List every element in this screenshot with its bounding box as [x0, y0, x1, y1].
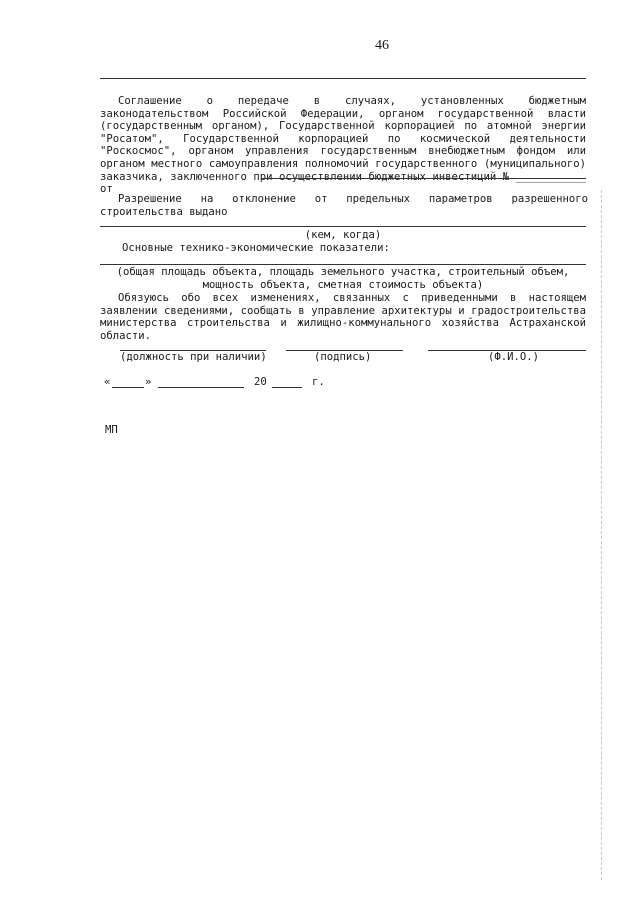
permission-caption: (кем, когда) — [304, 229, 382, 241]
permission-word-5: предельных — [346, 193, 411, 205]
agreement-date-line — [262, 178, 586, 179]
agreement-from-label: от — [100, 183, 113, 196]
permission-word-1: Разрешение — [118, 193, 182, 205]
top-rule — [100, 78, 586, 79]
agreement-text: Соглашение о передаче в случаях, установленных бюджетным законодательством Российской Федерации, органом государственной власти (государственным органом), Государственной корпорацией по атомной энергии "Росатом", Государственной корпорацией по космической деятельности "Роскосмос", органом управления государственным внебюджетным фондом или органом местного самоуправления полномочий государственного (муниципального) заказчика, заключенного при осуществлении бюджетных инвестиций № — [100, 95, 586, 183]
agreement-number-blank: ___________ — [515, 170, 586, 183]
position-label: (должность при наличии) — [120, 351, 267, 363]
permission-word-3: отклонение — [232, 193, 296, 205]
tech-line — [100, 264, 586, 265]
permission-line2: строительства выдано — [100, 206, 228, 218]
tech-title: Основные технико-экономические показатели: — [122, 242, 390, 254]
name-label: (Ф.И.О.) — [488, 351, 540, 363]
date-year-suffix: г. — [312, 376, 325, 388]
permission-line1 — [118, 193, 588, 205]
date-close-quote: » — [145, 376, 152, 388]
date-open-quote: « — [104, 376, 111, 388]
scan-edge-line — [601, 190, 602, 880]
permission-word-6: параметров — [428, 193, 493, 205]
permission-word-2: на — [200, 193, 214, 205]
date-month-line — [158, 387, 244, 388]
date-year-prefix: 20 — [254, 376, 267, 388]
date-day-line — [112, 387, 144, 388]
page-number: 46 — [375, 38, 389, 53]
agreement-paragraph — [100, 95, 586, 196]
obligation-paragraph: Обязуюсь обо всех изменениях, связанных с приведенными в настоящем заявлении сведениями, сообщать в управление архитектуры и градостроительства министерства строительства и жилищно-коммунального хозяйства Астраханской области. — [100, 292, 586, 342]
permission-line — [100, 226, 586, 227]
tech-caption-1: (общая площадь объекта, площадь земельного участка, строительный объем, — [116, 266, 570, 278]
tech-caption-2: мощность объекта, сметная стоимость объекта) — [202, 279, 484, 291]
stamp-label: МП — [105, 424, 118, 436]
permission-word-4: от — [314, 193, 328, 205]
sign-label: (подпись) — [314, 351, 372, 363]
permission-word-7: разрешенного — [511, 193, 588, 205]
date-year-line — [272, 387, 302, 388]
